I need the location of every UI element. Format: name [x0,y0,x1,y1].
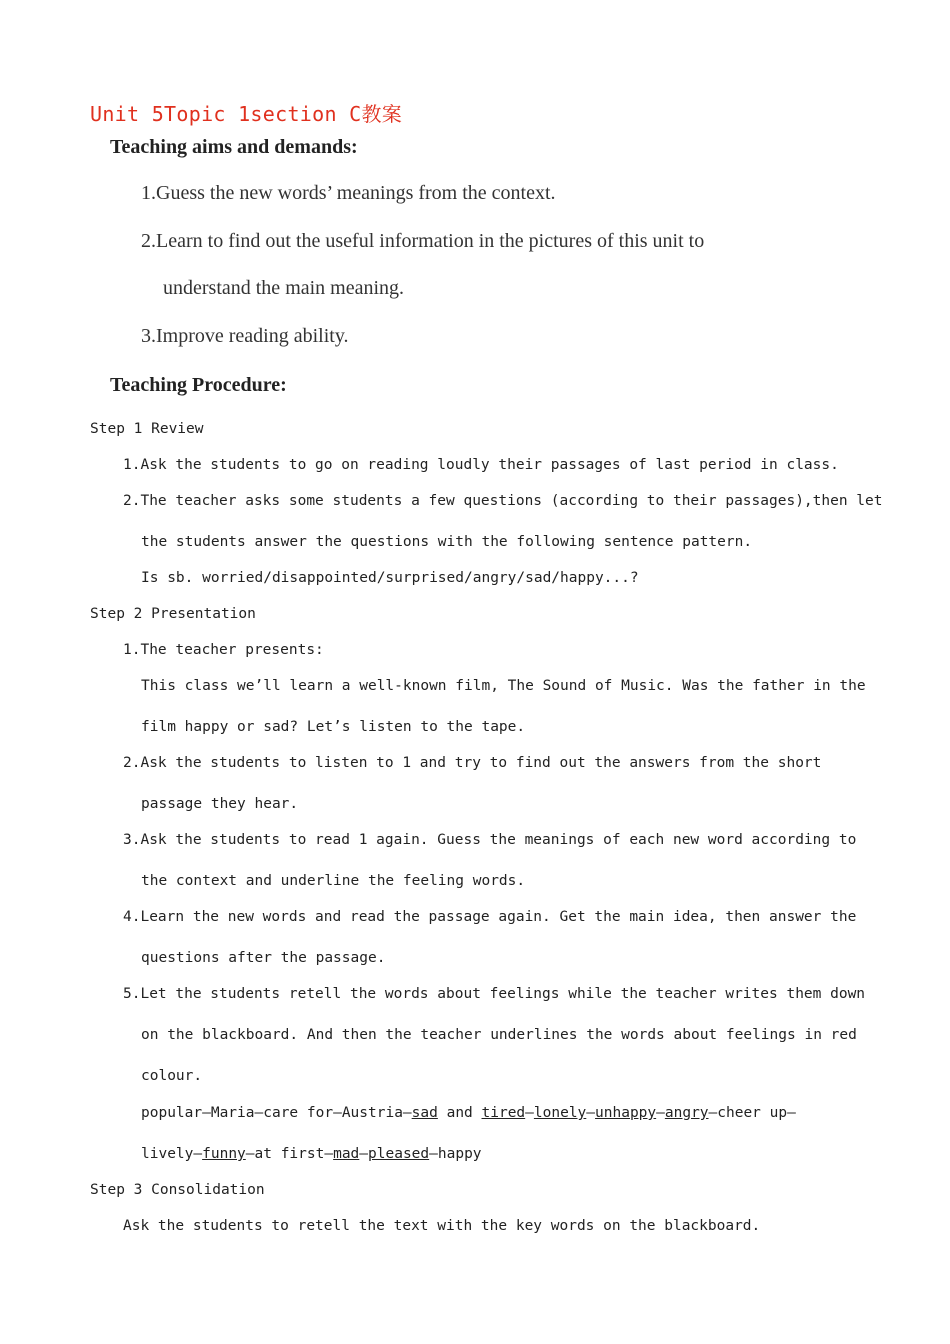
dash: — [193,1146,203,1162]
aim-item-3: 3.Improve reading ability. [141,325,349,347]
dash: — [333,1105,342,1121]
dash: — [656,1105,665,1121]
word-funny: funny [202,1146,246,1162]
dash: — [708,1105,718,1121]
dash: — [429,1146,438,1162]
word-maria: Maria [210,1105,255,1121]
dash: — [202,1105,211,1121]
word-happy: happy [437,1146,482,1162]
word-and: and [437,1105,482,1121]
word-cheer-up: cheer up [717,1105,788,1121]
dash: — [586,1105,596,1121]
step-2-label: Step 2 Presentation [90,606,256,622]
word-lonely: lonely [533,1105,587,1121]
word-mad: mad [333,1146,360,1162]
step-2-item-5: 5.Let the students retell the words about feelings while the teacher writes them down [123,986,866,1002]
word-austria: Austria [341,1105,403,1121]
teaching-procedure-heading: Teaching Procedure: [110,374,287,396]
dash: — [787,1105,796,1121]
word-popular: popular [141,1105,203,1121]
dash: — [402,1105,412,1121]
sentence-pattern: Is sb. worried/disappointed/surprised/angry/sad/happy...? [141,570,639,586]
aim-item-2: 2.Learn to find out the useful information in the pictures of this unit to [141,230,705,252]
step-3-item-1: Ask the students to retell the text with the key words on the blackboard. [123,1218,761,1234]
word-pleased: pleased [368,1146,430,1162]
dash: — [254,1105,264,1121]
step-3-label: Step 3 Consolidation [90,1182,265,1198]
step-2-item-5-end: colour. [141,1068,203,1084]
word-angry: angry [664,1105,709,1121]
word-at-first: at first [254,1146,325,1162]
dash: — [525,1105,534,1121]
dash: — [359,1146,369,1162]
step-2-item-2-continued: passage they hear. [141,796,299,812]
word-tired: tired [481,1105,526,1121]
word-lively: lively [141,1146,194,1162]
step-2-item-1: 1.The teacher presents: [123,642,324,658]
step-1-label: Step 1 Review [90,421,204,437]
step-2-item-5-continued: on the blackboard. And then the teacher underlines the words about feelings in red [141,1027,857,1043]
step-2-item-3: 3.Ask the students to read 1 again. Guess the meanings of each new word according to [123,832,857,848]
step-1-item-1: 1.Ask the students to go on reading loudly their passages of last period in class. [123,457,839,473]
word-unhappy: unhappy [595,1105,657,1121]
document-title: Unit 5Topic 1section C教案 [90,102,403,126]
dash: — [245,1146,255,1162]
aim-item-2-continued: understand the main meaning. [163,277,405,299]
aim-item-1: 1.Guess the new words’ meanings from the context. [141,182,556,204]
step-2-item-2: 2.Ask the students to listen to 1 and try to find out the answers from the short [123,755,822,771]
dash: — [324,1146,334,1162]
step-2-item-3-continued: the context and underline the feeling words. [141,873,526,889]
feeling-words-line-1 [141,1105,796,1121]
step-2-item-1-text: This class we’ll learn a well-known film, The Sound of Music. Was the father in the [141,678,866,694]
step-2-item-4-continued: questions after the passage. [141,950,386,966]
word-sad: sad [411,1105,438,1121]
teaching-aims-heading: Teaching aims and demands: [110,136,358,158]
feeling-words-line-2 [141,1146,482,1162]
step-2-item-4: 4.Learn the new words and read the passage again. Get the main idea, then answer the [123,909,857,925]
step-2-item-1-text-continued: film happy or sad? Let’s listen to the tape. [141,719,526,735]
step-1-item-2: 2.The teacher asks some students a few questions (according to their passages),then let [123,493,883,509]
step-1-item-2-continued: the students answer the questions with the following sentence pattern. [141,534,753,550]
word-care-for: care for [263,1105,334,1121]
